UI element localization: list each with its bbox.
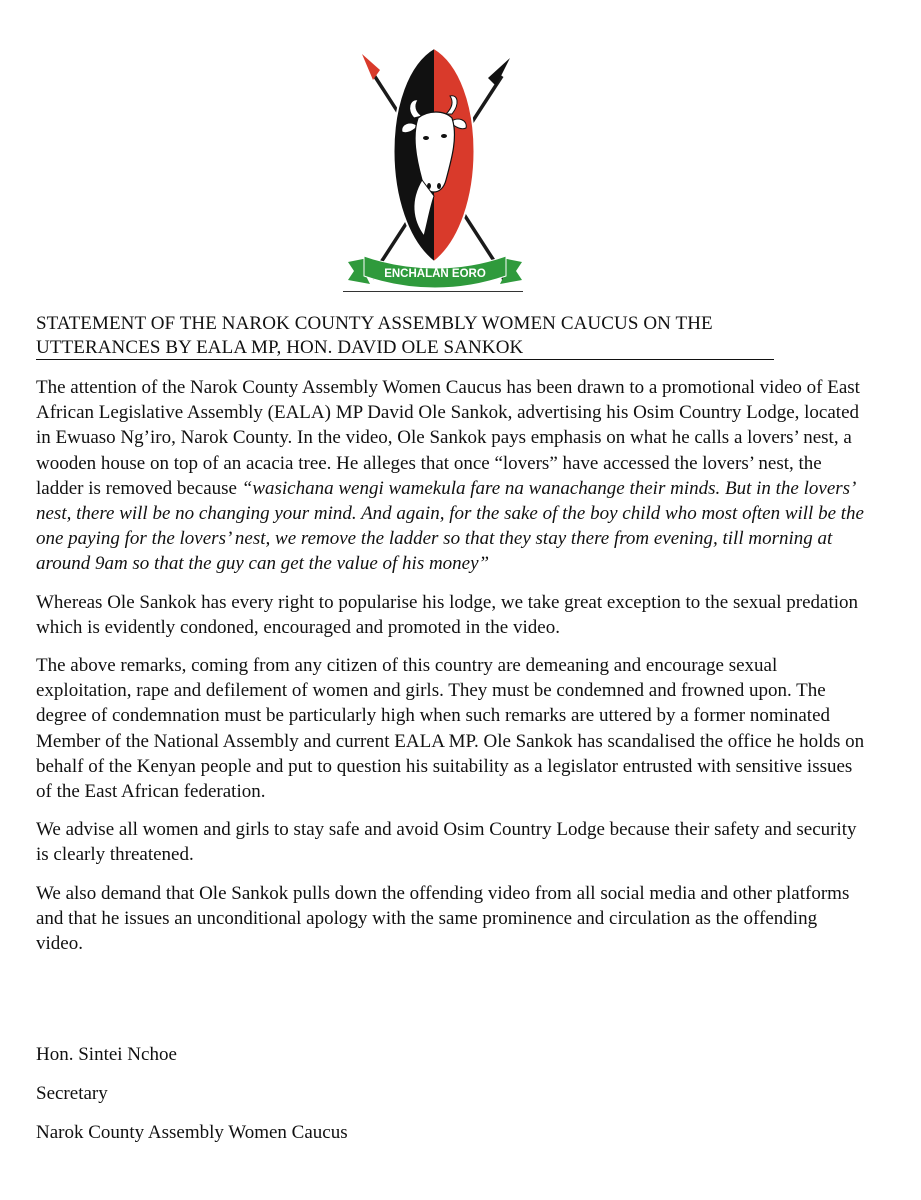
left-spearhead-icon [362, 54, 380, 80]
signatory-name: Hon. Sintei Nchoe [36, 1044, 177, 1065]
title-line-2: UTTERANCES BY EALA MP, HON. DAVID OLE SANKOK [36, 337, 774, 360]
paragraph-1-text: The attention of the Narok County Assembly Women Caucus has been drawn to a promotional video of East African Legislative Assembly (EALA) MP David Ole Sankok, advertising his Osim Country Lodge, located in Ewuaso Ng’iro, Narok County. In the video, Ole Sankok pays emphasis on what he calls a lovers’ nest, a wooden house on top of an acacia tree. He alleges that once “lovers” have accessed the lovers’ nest, the ladder is removed because [36, 377, 860, 499]
signatory-role: Secretary [36, 1083, 108, 1104]
paragraph-1-quote: “wasichana wengi wamekula fare na wanachange their minds. But in the lovers’ nest, there will be no changing your mind. And again, for the sake of the boy child who most often will be the one paying for the lovers’ nest, we remove the ladder so that they stay there from evening, till morning at around 9am so that the guy can get the value of his money” [36, 477, 864, 575]
paragraph-5: We also demand that Ole Sankok pulls down the offending video from all social media and other platforms and that he issues an unconditional apology with the same prominence and circulation as the offending video. [36, 882, 850, 955]
signature-block [36, 1042, 348, 1159]
statement-title [36, 312, 796, 360]
paragraph-1 [36, 375, 866, 577]
statement-body [36, 375, 866, 969]
signatory-organization: Narok County Assembly Women Caucus [36, 1122, 348, 1143]
county-emblem [340, 40, 530, 295]
title-line-1: STATEMENT OF THE NAROK COUNTY ASSEMBLY WOMEN CAUCUS ON THE [36, 313, 713, 334]
shield-emblem-icon [340, 40, 530, 295]
motto-text: ENCHALAN EORO [384, 268, 486, 280]
paragraph-3: The above remarks, coming from any citizen of this country are demeaning and encourage sexual exploitation, rape and defilement of women and girls. They must be condemned and frowned upon. The degree of condemnation must be particularly high when such remarks are uttered by a former nominated Member of the National Assembly and current EALA MP. Ole Sankok has scandalised the office he holds on behalf of the Kenyan people and put to question his suitability as a legislator entrusted with sensitive issues of the East African federation. [36, 655, 865, 803]
paragraph-4: We advise all women and girls to stay safe and avoid Osim Country Lodge because their safety and security is clearly threatened. [36, 819, 857, 866]
paragraph-2: Whereas Ole Sankok has every right to popularise his lodge, we take great exception to the sexual predation which is evidently condoned, encouraged and promoted in the video. [36, 591, 859, 638]
logo-divider [343, 291, 523, 292]
